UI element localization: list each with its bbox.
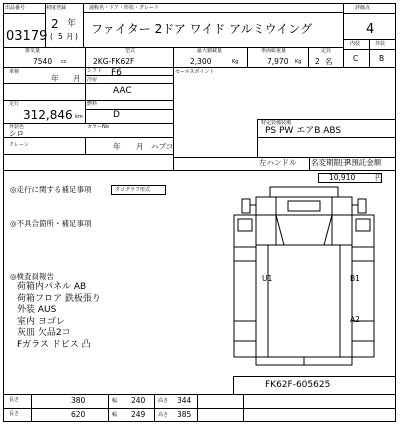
mileage-unit: km	[75, 114, 83, 120]
bottom-r2-c3: 385	[177, 410, 192, 419]
maxload-label: 最大積載量	[197, 48, 223, 54]
first-reg-month-unit: 月	[66, 32, 74, 41]
len-label: 長さ	[9, 397, 20, 403]
mileage-value: 312,846	[23, 108, 73, 122]
width-label: 幅	[112, 398, 118, 404]
interior-grade: C	[353, 54, 359, 63]
equipment-value: PS PW エアB ABS	[265, 126, 342, 136]
first-reg-year-unit: 年	[67, 19, 77, 29]
exterior-label: 外装	[375, 41, 386, 47]
r-unit: 円	[375, 173, 383, 182]
bottom-r2-c1: 620	[71, 410, 86, 419]
crane-type: ハブコ	[151, 142, 174, 151]
gross-label: 車両総重量	[261, 48, 287, 54]
model-label: 型式	[125, 48, 136, 54]
score-value: 4	[366, 22, 375, 37]
fuel-value: D	[113, 110, 120, 120]
tacho-label: タコグラフ形式	[115, 187, 151, 193]
remark-item: 荷箱内パネル AB	[17, 282, 87, 292]
inspector-label: ◎検査員報告	[10, 272, 55, 281]
fuel-label: 燃料	[87, 101, 98, 107]
defect-label: ◎不具合箇所・補足事項	[10, 219, 92, 228]
bottom-r1-c1: 380	[71, 396, 86, 405]
crane-year-unit: 年	[113, 142, 121, 151]
name-label: 通称名・ドア・形状・グレード	[89, 5, 159, 11]
exhibit-number: 03179	[6, 29, 48, 44]
inspection-label: 車検	[9, 69, 20, 75]
equipment-label: 特定装備装備	[261, 120, 292, 126]
ac-label: 冷房	[87, 77, 98, 83]
len-label-2: 長さ	[9, 411, 20, 417]
shift-value: F6	[111, 68, 122, 78]
capacity-unit: 名	[325, 57, 333, 66]
remark-item: 灰皿 欠品2コ	[17, 328, 71, 338]
remark-item: Fガラス ドビス 凸	[17, 339, 91, 350]
accident-label: ◎走行に関する補足事項	[10, 185, 92, 194]
displacement-value: 7540	[33, 57, 53, 66]
color-no-label: カラーNo	[87, 124, 109, 130]
crane-label: クレーン	[9, 142, 29, 148]
maxload-unit: Kg	[232, 59, 239, 65]
damage-b1: B1	[350, 274, 360, 283]
regular-label: 名変期限	[311, 158, 341, 167]
first-reg-month-close: )	[75, 32, 78, 41]
score-label: 評価点	[355, 5, 371, 11]
r-label: R預託金額	[346, 158, 382, 167]
gross-unit: Kg	[295, 59, 302, 65]
crane-month-unit: 月	[136, 142, 144, 151]
displacement-unit: cc	[61, 59, 67, 65]
damage-a2: A2	[350, 315, 360, 324]
remark-item: 室内 ヨゴレ	[17, 316, 65, 327]
damage-u1: U1	[262, 274, 273, 283]
sales-point-label: セールスポイント	[175, 69, 215, 75]
model-value: 2KG-FK62F	[93, 57, 135, 66]
first-reg-label: 初度登録	[46, 5, 67, 11]
bottom-r1-c2: 240	[131, 396, 146, 405]
first-reg-year: 2	[51, 17, 59, 31]
regular-year: 日	[340, 158, 348, 167]
height-label: 高さ	[158, 398, 169, 404]
color-value: シロ	[9, 129, 24, 138]
r-amount: 10,910	[329, 173, 356, 182]
capacity-value: 2	[315, 57, 320, 66]
inspection-month-unit: 月	[73, 74, 81, 83]
handle-value: 左ハンドル	[259, 158, 297, 167]
chassis-number: FK62F-605625	[265, 380, 331, 390]
shift-label: シフト	[87, 68, 103, 74]
displacement-label: 排気量	[25, 48, 41, 54]
interior-label: 内装	[350, 41, 361, 47]
remark-item: 外装 AUS	[17, 305, 57, 315]
height-label-2: 高さ	[158, 412, 169, 418]
exterior-grade: B	[379, 54, 385, 63]
width-label-2: 幅	[112, 412, 118, 418]
vehicle-name: ファイター 2ドア ワイド アルミウイング	[91, 22, 313, 36]
inspection-year-unit: 年	[51, 74, 59, 83]
gross-value: 7,970	[267, 57, 289, 66]
bottom-r2-c2: 249	[131, 410, 146, 419]
bottom-r1-c3: 344	[177, 396, 192, 405]
capacity-label: 定員	[321, 48, 332, 54]
exhibit-label: 出品番号	[5, 5, 26, 11]
first-reg-month-open: (	[50, 32, 53, 41]
color-label: 外装色	[9, 124, 25, 130]
mileage-label: 走行	[9, 101, 20, 107]
first-reg-month: 5	[58, 32, 63, 41]
ac-value: AAC	[113, 86, 132, 96]
remark-item: 荷箱フロア 鉄板張り	[17, 293, 101, 304]
auction-sheet	[3, 3, 396, 422]
maxload-value: 2,300	[190, 57, 212, 66]
